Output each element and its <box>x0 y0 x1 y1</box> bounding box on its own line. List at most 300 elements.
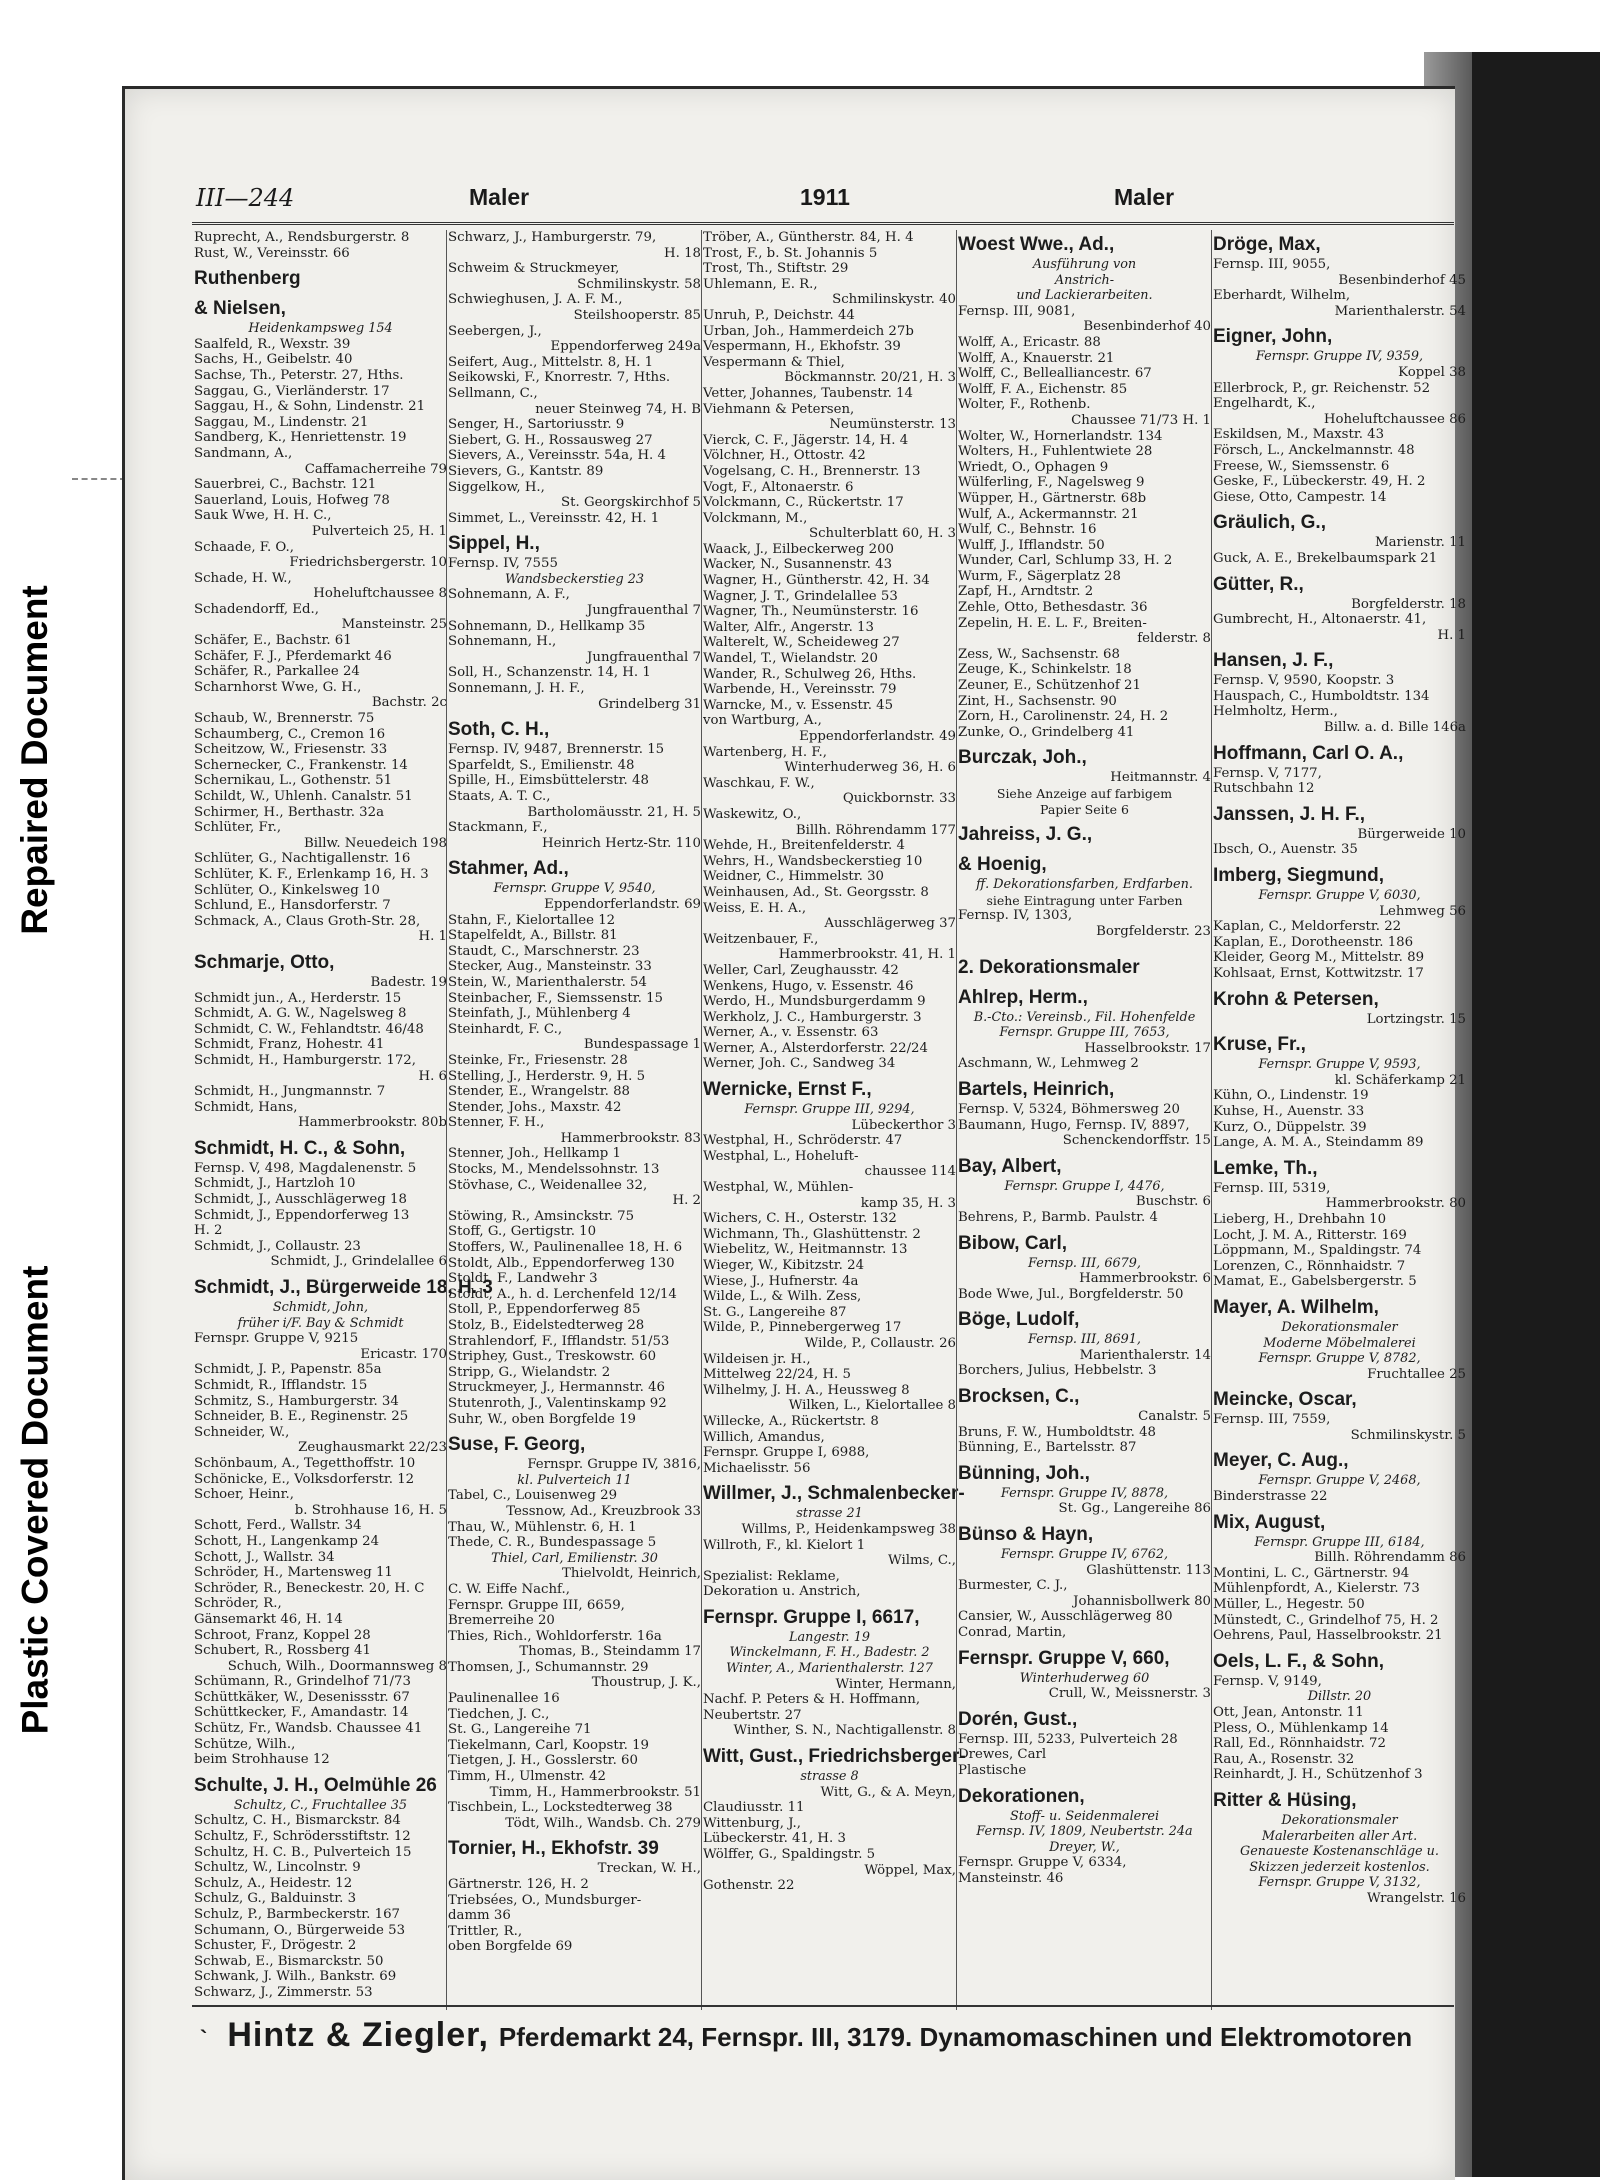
col3-entry: Wilde, P., Pinnebergerweg 17 <box>703 1320 902 1336</box>
col4-entry: Buschstr. 6 <box>1135 1194 1211 1210</box>
col2-entry: Stoldt, A., h. d. Lerchenfeld 12/14 <box>448 1286 677 1302</box>
col2-entry: Seifert, Aug., Mittelstr. 8, H. 1 <box>448 354 654 370</box>
col5-entry: Dekorationsmaler <box>1281 1319 1398 1335</box>
col2-entry: Tiekelmann, Carl, Koopstr. 19 <box>448 1737 649 1753</box>
col4-entry: Zunke, O., Grindelberg 41 <box>958 724 1135 740</box>
col1-entry: Schäfer, F. J., Pferdemarkt 46 <box>194 648 392 664</box>
col2-entry: Thielvoldt, Heinrich, <box>561 1566 701 1582</box>
col5-entry: Moderne Möbelmalerei <box>1263 1335 1416 1351</box>
business-name: Oels, L. F., & Sohn, <box>1213 1650 1385 1672</box>
col2-entry: Trittler, R., <box>448 1923 523 1939</box>
col2-entry: Thomsen, J., Schumannstr. 29 <box>448 1659 649 1675</box>
col2-entry: Gärtnerstr. 126, H. 2 <box>448 1877 589 1892</box>
business-name: Tornier, H., Ekhofstr. 39 <box>448 1838 659 1860</box>
col1-entry: Schott, H., Langenkamp 24 <box>194 1533 380 1549</box>
business-name: Bartels, Heinrich, <box>958 1078 1115 1100</box>
col2-entry: St. G., Langereihe 71 <box>448 1722 592 1738</box>
col5-entry: Rutschbahn 12 <box>1213 781 1315 797</box>
col3-entry: Winter, Hermann, <box>835 1676 956 1692</box>
col3-entry: Wilms, C., <box>888 1553 956 1569</box>
col4-entry: Fernspr. Gruppe IV, 6762, <box>1000 1547 1169 1563</box>
col2-entry: Stoldt, Alb., Eppendorferweg 130 <box>448 1255 675 1271</box>
col2-entry: Spille, H., Eimsbüttelerstr. 48 <box>448 773 649 789</box>
col5-entry: Münstedt, C., Grindelhof 75, H. 2 <box>1213 1612 1439 1628</box>
col4-entry: Besenbinderhof 40 <box>1083 319 1211 335</box>
col2-entry: Stein, W., Marienthalerstr. 54 <box>448 974 647 990</box>
col5-entry: Reinhardt, J. H., Schützenhof 3 <box>1213 1767 1423 1783</box>
col2-entry: Jungfrauenthal 7 <box>587 603 701 619</box>
column-divider <box>956 230 957 2010</box>
col5-entry: Fernspr. Gruppe V, 6030, <box>1258 888 1421 904</box>
business-name: Willmer, J., Schmalenbecker- <box>703 1483 965 1505</box>
col3-entry: Billh. Röhrendamm 177 <box>795 822 956 838</box>
business-name: Gräulich, G., <box>1213 512 1326 534</box>
col5-entry: Kaplan, C., Meldorferstr. 22 <box>1213 919 1402 935</box>
col3-entry: Walter, Alfr., Angerstr. 13 <box>703 619 874 635</box>
col1-entry: Schröder, R., Beneckestr. 20, H. C <box>194 1580 425 1596</box>
col4-entry: Fernspr. Gruppe IV, 8878, <box>1000 1485 1169 1501</box>
col2-entry: Tessnow, Ad., Kreuzbrook 33 <box>506 1503 701 1519</box>
col3-entry: Werner, A., v. Essenstr. 63 <box>703 1025 879 1041</box>
col3-entry: strasse 21 <box>796 1506 863 1522</box>
col5-entry: Löppmann, M., Spaldingstr. 74 <box>1213 1243 1422 1259</box>
col2-entry: Heinrich Hertz-Str. 110 <box>542 835 701 851</box>
col4-entry: Winterhuderweg 60 <box>1019 1670 1150 1686</box>
col1-entry: Sandberg, K., Henriettenstr. 19 <box>194 430 407 446</box>
col3-entry: Viehmann & Petersen, <box>703 401 855 417</box>
col3-entry: Wilhelmy, J. H. A., Heussweg 8 <box>703 1382 910 1398</box>
col3-entry: Lübeckerstr. 41, H. 3 <box>703 1831 846 1847</box>
year: 1911 <box>800 184 850 210</box>
business-name: Dorén, Gust., <box>958 1708 1078 1730</box>
col4-entry: Papier Seite 6 <box>1040 801 1129 817</box>
col4-entry: Bode Wwe, Jul., Borgfelderstr. 50 <box>958 1286 1184 1302</box>
col2-entry: Eppendorferlandstr. 69 <box>544 896 701 912</box>
col5-entry: kl. Schäferkamp 21 <box>1334 1072 1466 1088</box>
col3-entry: Wagner, J. T., Grindelallee 53 <box>703 588 898 604</box>
col1-entry: Schulz, G., Balduinstr. 3 <box>194 1891 357 1907</box>
col1-entry: Rust, W., Vereinsstr. 66 <box>194 245 350 261</box>
col3-entry: Claudiusstr. 11 <box>703 1800 805 1816</box>
col2-entry: Sohnemann, H., <box>448 634 557 650</box>
col3-entry: Weitzenbauer, F., <box>703 931 819 947</box>
business-name: Jahreiss, J. G., <box>958 824 1093 846</box>
col4-entry: Borgfelderstr. 23 <box>1096 923 1211 939</box>
business-name: Meyer, C. Aug., <box>1213 1450 1349 1472</box>
col5-entry: Lorenzen, C., Rönnhaidstr. 7 <box>1213 1258 1406 1274</box>
col4-entry: Stoff- u. Seidenmalerei <box>1009 1808 1160 1824</box>
col2-entry: Stoldt, F., Landwehr 3 <box>448 1271 598 1287</box>
col5-entry: Mühlenpfordt, A., Kielerstr. 73 <box>1213 1581 1420 1597</box>
col5-entry: Kuhse, H., Auenstr. 33 <box>1213 1103 1365 1119</box>
page-header <box>196 178 1436 218</box>
col4-entry: Wolff, A., Ericastr. 88 <box>958 334 1101 350</box>
col2-entry: Stenner, F. H., <box>448 1115 545 1131</box>
col5-entry: Guck, A. E., Brekelbaumspark 21 <box>1213 550 1438 566</box>
col2-entry: oben Borgfelde 69 <box>448 1939 573 1955</box>
col2-entry: H. 18 <box>664 245 701 261</box>
col4-entry: Hasselbrookstr. 17 <box>1084 1040 1211 1056</box>
col1-entry: Schulz, A., Heidestr. 12 <box>194 1875 353 1891</box>
col2-entry: Stocks, M., Mendelssohnstr. 13 <box>448 1162 660 1178</box>
col1-entry: Sauerbrei, C., Bachstr. 121 <box>194 477 377 493</box>
col3-entry: Wilde, L., & Wilh. Zess, <box>703 1289 862 1305</box>
col4-entry: Wolff, F. A., Eichenstr. 85 <box>958 381 1128 397</box>
business-name: Dekorationen, <box>958 1785 1085 1807</box>
business-name: Imberg, Siegmund, <box>1213 865 1385 887</box>
col4-entry: Mansteinstr. 46 <box>958 1870 1064 1886</box>
col1-entry: Schneider, W., <box>194 1424 290 1440</box>
col1-entry: Sauerland, Louis, Hofweg 78 <box>194 492 390 508</box>
col3-entry: Westphal, L., Hoheluft- <box>703 1148 859 1164</box>
col3-entry: Willroth, F., kl. Kielort 1 <box>703 1537 866 1553</box>
col4-entry: Siehe Anzeige auf farbigem <box>996 786 1173 801</box>
col3-entry: Vetter, Johannes, Taubenstr. 14 <box>703 385 913 401</box>
col3-entry: Mittelweg 22/24, H. 5 <box>703 1367 851 1383</box>
col1-entry: Schultz, C. H., Bismarckstr. 84 <box>194 1813 401 1829</box>
col5-entry: Locht, J. M. A., Ritterstr. 169 <box>1213 1227 1407 1243</box>
col5-entry: Fernspr. Gruppe IV, 9359, <box>1255 349 1424 365</box>
col3-entry: Schulterblatt 60, H. 3 <box>809 526 956 542</box>
col2-entry: Steinhardt, F. C., <box>448 1021 563 1037</box>
col2-entry: Sievers, A., Vereinsstr. 54a, H. 4 <box>448 448 666 464</box>
label-divider <box>72 478 126 480</box>
col4-entry: Fernsp. III, 9081, <box>958 303 1076 319</box>
column-3 <box>703 230 966 2010</box>
col2-entry: Steilshooperstr. 85 <box>573 307 701 323</box>
business-name: Witt, Gust., Friedrichsberger- <box>703 1746 966 1768</box>
col5-entry: Geske, F., Lübeckerstr. 49, H. 2 <box>1213 474 1426 490</box>
col3-entry: Unruh, P., Deichstr. 44 <box>703 307 855 323</box>
col2-entry: Wandsbeckerstieg 23 <box>505 571 644 587</box>
business-name: Schmarje, Otto, <box>194 951 335 973</box>
col1-entry: Schernecker, C., Frankenstr. 14 <box>194 757 408 773</box>
col4-entry: Baumann, Hugo, Fernsp. IV, 8897, <box>958 1117 1190 1133</box>
col1-entry: Schmidt, J. P., Papenstr. 85a <box>194 1362 382 1378</box>
col3-entry: Volckmann, M., <box>703 510 808 526</box>
running-title-right: Maler <box>1114 184 1175 210</box>
col2-entry: Steinfath, J., Mühlenberg 4 <box>448 1006 631 1022</box>
repaired-document-label: Repaired Document <box>14 585 56 935</box>
col1-entry: Hammerbrookstr. 80b <box>298 1115 447 1131</box>
business-name: Schulte, J. H., Oelmühle 26 <box>194 1774 437 1796</box>
business-name: Stahmer, Ad., <box>448 858 569 880</box>
col5-entry: Besenbinderhof 45 <box>1338 272 1466 288</box>
col2-entry: Stecker, Aug., Mansteinstr. 33 <box>448 959 652 975</box>
col1-entry: Schwab, E., Bismarckstr. 50 <box>194 1953 384 1969</box>
col4-entry: Wulf, C., Behnstr. 16 <box>958 522 1097 538</box>
col4-entry: Fernsp. IV, 1809, Neubertstr. 24a <box>976 1824 1193 1840</box>
col5-entry: Fernsp. V, 9149, <box>1213 1673 1322 1689</box>
col5-entry: Ellerbrock, P., gr. Reichenstr. 52 <box>1213 380 1431 396</box>
col5-entry: Fernspr. Gruppe III, 6184, <box>1254 1534 1425 1550</box>
col3-entry: Weiss, E. H. A., <box>703 900 807 916</box>
col3-entry: Neubertstr. 27 <box>703 1707 802 1723</box>
col5-entry: Försch, L., Anckelmannstr. 48 <box>1213 442 1415 458</box>
col1-entry: Scharnhorst Wwe, G. H., <box>194 679 362 695</box>
col2-entry: damm 36 <box>448 1908 511 1924</box>
col2-entry: Stutenroth, J., Valentinskamp 92 <box>448 1395 667 1411</box>
col3-entry: Wacker, N., Susannenstr. 43 <box>703 557 893 573</box>
col4-entry: Zint, H., Sachsenstr. 90 <box>958 693 1117 709</box>
business-name: Gütter, R., <box>1213 573 1304 595</box>
col2-entry: Tiedchen, J. C., <box>448 1706 550 1722</box>
column-2 <box>448 230 701 2010</box>
col2-entry: Fernsp. IV, 7555 <box>448 556 558 572</box>
col5-entry: Kleider, Georg M., Mittelstr. 89 <box>1213 950 1425 966</box>
col2-entry: Bartholomäusstr. 21, H. 5 <box>527 804 701 820</box>
section-heading: 2. Dekorationsmaler <box>958 956 1140 978</box>
col3-entry: Winter, A., Marienthalerstr. 127 <box>726 1661 933 1677</box>
col2-entry: Schmilinskystr. 58 <box>577 276 701 292</box>
col4-entry: Fernsp. III, 6679, <box>1028 1255 1141 1271</box>
col2-entry: Eppendorferweg 249a <box>550 339 701 355</box>
business-name: & Nielsen, <box>194 298 286 320</box>
col2-entry: Thiel, Carl, Emilienstr. 30 <box>491 1550 658 1566</box>
col4-entry: siehe Eintragung unter Farben <box>986 892 1183 908</box>
col2-entry: C. W. Eiffe Nachf., <box>448 1581 570 1597</box>
col2-entry: Schwarz, J., Hamburgerstr. 79, <box>448 230 657 245</box>
col1-entry: Schumann, O., Bürgerweide 53 <box>194 1922 406 1938</box>
col3-entry: Urban, Joh., Hammerdeich 27b <box>703 323 914 339</box>
col2-entry: Timm, H., Hammerbrookstr. 51 <box>489 1784 701 1800</box>
col2-entry: Treckan, W. H., <box>597 1861 701 1877</box>
col3-entry: Fernspr. Gruppe III, 9294, <box>744 1102 915 1118</box>
col5-entry: Ott, Jean, Antonstr. 11 <box>1213 1705 1364 1720</box>
col1-entry: Schade, H. W., <box>194 570 292 586</box>
footer-firm-details: Pferdemarkt 24, Fernspr. III, 3179. Dynamomaschinen und Elektromotoren <box>498 2022 1413 2052</box>
col4-entry: Dreyer, W., <box>1049 1839 1120 1855</box>
col5-entry: Oehrens, Paul, Hasselbrookstr. 21 <box>1213 1628 1443 1644</box>
col4-entry: Zapf, H., Arndtstr. 2 <box>958 584 1094 600</box>
col5-entry: Fruchtallee 25 <box>1367 1366 1466 1382</box>
col2-entry: Paulinenallee 16 <box>448 1691 560 1707</box>
col2-entry: neuer Steinweg 74, H. B <box>535 401 701 417</box>
business-name: Woest Wwe., Ad., <box>958 234 1115 255</box>
col2-entry: Tischbein, L., Lockstedterweg 38 <box>448 1800 673 1816</box>
col1-entry: Schlund, E., Hansdorferstr. 7 <box>194 898 391 914</box>
col1-entry: Schäfer, E., Bachstr. 61 <box>194 633 352 649</box>
col3-entry: Winther, S. N., Nachtigallenstr. 8 <box>733 1723 956 1739</box>
col5-entry: Hoheluftchaussee 86 <box>1323 411 1466 427</box>
col1-entry: Billw. Neuedeich 198 <box>304 835 447 851</box>
col2-entry: Triebsées, O., Mundsburger- <box>448 1892 642 1908</box>
col5-entry: Montini, L. C., Gärtnerstr. 94 <box>1213 1565 1410 1581</box>
col3-entry: Werkholz, J. C., Hamburgerstr. 3 <box>703 1009 922 1025</box>
col4-entry: Fernspr. Gruppe III, 7653, <box>999 1025 1170 1041</box>
col1-entry: Schmidt, J., Eppendorferweg 13 <box>194 1207 410 1223</box>
footer-firm-name: Hintz & Ziegler, <box>227 2016 489 2054</box>
col2-entry: Stövhase, C., Weidenallee 32, <box>448 1177 648 1193</box>
col3-entry: Michaelisstr. 56 <box>703 1460 811 1476</box>
column-divider <box>1211 230 1212 2010</box>
col2-entry: Siebert, G. H., Rossausweg 27 <box>448 432 653 448</box>
col3-entry: Langestr. 19 <box>789 1629 870 1645</box>
col5-entry: Kaplan, E., Dorotheenstr. 186 <box>1213 934 1414 950</box>
col2-entry: Tödt, Wilh., Wandsb. Ch. 279 <box>505 1815 701 1831</box>
col1-entry: Schüttkäker, W., Desenissstr. 67 <box>194 1689 410 1705</box>
col3-entry: Weinhausen, Ad., St. Georgsstr. 8 <box>703 884 929 900</box>
col4-entry: Wolter, W., Hornerlandstr. 134 <box>958 428 1163 444</box>
col2-entry: Fernspr. Gruppe V, 9540, <box>493 881 656 897</box>
col3-entry: chaussee 114 <box>864 1164 956 1180</box>
col1-entry: Schubert, R., Rossberg 41 <box>194 1643 371 1659</box>
col2-entry: Strahlendorf, F., Ifflandstr. 51/53 <box>448 1333 670 1349</box>
col2-entry: Suhr, W., oben Borgfelde 19 <box>448 1411 636 1427</box>
col5-entry: Binderstrasse 22 <box>1213 1489 1328 1505</box>
col3-entry: Nachf. P. Peters & H. Hoffmann, <box>703 1692 921 1708</box>
col4-entry: B.-Cto.: Vereinsb., Fil. Hohenfelde <box>973 1009 1196 1025</box>
business-name: Mix, August, <box>1213 1511 1326 1533</box>
col4-entry: Behrens, P., Barmb. Paulstr. 4 <box>958 1209 1158 1225</box>
col5-entry: Gumbrecht, H., Altonaerstr. 41, <box>1213 612 1427 628</box>
col1-entry: Schoer, Heinr., <box>194 1487 294 1503</box>
col3-entry: Spezialist: Reklame, <box>703 1568 840 1584</box>
col3-entry: Wagner, H., Güntherstr. 42, H. 34 <box>703 573 930 589</box>
col4-entry: Wolff, A., Knauerstr. 21 <box>958 350 1115 366</box>
col1-entry: Schröder, R., <box>194 1596 282 1612</box>
col1-entry: Schlüter, Fr., <box>194 820 282 836</box>
col2-entry: Senger, H., Sartoriusstr. 9 <box>448 417 625 433</box>
col2-entry: Thies, Rich., Wohldorferstr. 16a <box>448 1628 662 1644</box>
col3-entry: Dekoration u. Anstrich, <box>703 1584 861 1600</box>
col5-entry: Malerarbeiten aller Art. <box>1261 1828 1418 1844</box>
col1-entry: Schott, J., Wallstr. 34 <box>194 1549 335 1565</box>
col2-entry: Stoll, P., Eppendorferweg 85 <box>448 1302 641 1318</box>
business-name: Brocksen, C., <box>958 1386 1080 1408</box>
col1-entry: Schümann, R., Grindelhof 71/73 <box>194 1674 411 1690</box>
col1-entry: Schirmer, H., Berthastr. 32a <box>194 804 385 820</box>
col1-entry: Ericastr. 170 <box>360 1346 447 1362</box>
col2-entry: Soll, H., Schanzenstr. 14, H. 1 <box>448 665 651 681</box>
col4-entry: Fernsp. III, 5233, Pulverteich 28 <box>958 1731 1178 1747</box>
col4-entry: Wurm, F., Sägerplatz 28 <box>958 568 1121 584</box>
col1-entry: Badestr. 19 <box>370 974 447 990</box>
col5-entry: Eskildsen, M., Maxstr. 43 <box>1213 427 1385 443</box>
col1-entry: Fernsp. V, 498, Magdalenenstr. 5 <box>194 1160 417 1176</box>
col3-entry: St. G., Langereihe 87 <box>703 1304 847 1320</box>
business-name: Soth, C. H., <box>448 719 550 741</box>
col2-entry: Bremerreihe 20 <box>448 1613 555 1629</box>
col2-entry: Thomas, B., Steindamm 17 <box>519 1644 701 1660</box>
col1-entry: Saalfeld, R., Wexstr. 39 <box>194 336 351 352</box>
col5-entry: Müller, L., Hegestr. 50 <box>1213 1597 1365 1613</box>
col4-entry: ff. Dekorationsfarben, Erdfarben. <box>976 877 1193 893</box>
business-name: & Hoenig, <box>958 854 1047 876</box>
col1-entry: Pulverteich 25, H. 1 <box>311 523 447 539</box>
col4-entry: Wülferling, F., Nagelsweg 9 <box>958 475 1145 491</box>
col1-entry: Sachs, H., Geibelstr. 40 <box>194 352 353 368</box>
col3-entry: Wölffer, G., Spaldingstr. 5 <box>703 1847 876 1862</box>
col2-entry: Stender, E., Wrangelstr. 88 <box>448 1084 630 1100</box>
col4-entry: Wunder, Carl, Schlump 33, H. 2 <box>958 553 1173 569</box>
col5-entry: Fernsp. V, 7177, <box>1213 765 1322 781</box>
col4-entry: Schenckendorffstr. 15 <box>1062 1133 1211 1149</box>
col2-entry: Fernspr. Gruppe IV, 3816, <box>527 1457 701 1473</box>
column-5 <box>1213 230 1466 2010</box>
col5-entry: Fernspr. Gruppe V, 3132, <box>1258 1875 1421 1891</box>
col4-entry: Canalstr. 5 <box>1138 1409 1211 1425</box>
col4-entry: Cansier, W., Ausschlägerweg 80 <box>958 1609 1173 1625</box>
col4-entry: Zorn, H., Carolinenstr. 24, H. 2 <box>958 709 1169 725</box>
col1-entry: Schmidt, J., Collaustr. 23 <box>194 1238 361 1254</box>
column-4 <box>958 230 1211 2010</box>
col3-entry: Hammerbrookstr. 41, H. 1 <box>778 947 956 963</box>
business-name: Bay, Albert, <box>958 1155 1062 1177</box>
col5-entry: Eberhardt, Wilhelm, <box>1213 288 1351 304</box>
col1-entry: Schmidt, H., Hamburgerstr. 172, <box>194 1052 416 1068</box>
col1-entry: Schröder, H., Martensweg 11 <box>194 1565 393 1581</box>
col3-entry: Wiese, J., Hufnerstr. 4a <box>703 1273 859 1289</box>
col2-entry: Thede, C. R., Bundespassage 5 <box>448 1535 657 1551</box>
col1-entry: Schwarz, J., Zimmerstr. 53 <box>194 1984 373 2000</box>
col5-entry: Fernsp. III, 7559, <box>1213 1412 1331 1428</box>
col5-entry: Ibsch, O., Auenstr. 35 <box>1213 842 1358 858</box>
col1-entry: Zeughausmarkt 22/23 <box>298 1440 447 1456</box>
running-title-left: Maler <box>469 184 530 210</box>
col3-entry: Völchner, H., Ottostr. 42 <box>703 448 866 464</box>
col3-entry: Wichmann, Th., Glashüttenstr. 2 <box>703 1226 921 1242</box>
col1-entry: H. 2 <box>194 1223 223 1239</box>
col5-entry: Hammerbrookstr. 80 <box>1325 1196 1466 1212</box>
col1-entry: Schönicke, E., Volksdorferstr. 12 <box>194 1471 415 1487</box>
col5-entry: Borgfelderstr. 18 <box>1351 596 1466 612</box>
business-name: Fernspr. Gruppe V, 660, <box>958 1647 1170 1669</box>
business-name: Hoffmann, Carl O. A., <box>1213 742 1404 764</box>
col5-entry: Koppel 38 <box>1398 364 1466 380</box>
business-name: Krohn & Petersen, <box>1213 988 1379 1010</box>
col3-entry: Tröber, A., Güntherstr. 84, H. 4 <box>703 230 914 245</box>
col1-entry: Schaumberg, C., Cremon 16 <box>194 726 386 742</box>
col1-entry: Schwank, J. Wilh., Bankstr. 69 <box>194 1969 397 1985</box>
business-name: Burczak, Joh., <box>958 747 1087 769</box>
col2-entry: kl. Pulverteich 11 <box>517 1472 632 1488</box>
col2-entry: Grindelberg 31 <box>598 696 701 712</box>
business-name: Lemke, Th., <box>1213 1157 1318 1179</box>
col2-entry: Stöwing, R., Amsinckstr. 75 <box>448 1208 635 1224</box>
col2-entry: Sonnemann, J. H. F., <box>448 681 585 697</box>
col5-entry: Dekorationsmaler <box>1281 1812 1398 1828</box>
col1-entry: Schmidt, J., Hartzloh 10 <box>194 1176 356 1192</box>
col4-entry: Anstrich- <box>1054 272 1115 288</box>
col1-entry: Schlüter, K. F., Erlenkamp 16, H. 3 <box>194 866 429 882</box>
col3-entry: Winterhuderweg 36, H. 6 <box>784 760 956 776</box>
col3-entry: Willecke, A., Rückertstr. 8 <box>703 1413 879 1429</box>
col1-entry: Schlüter, O., Kinkelsweg 10 <box>194 882 380 898</box>
col3-entry: Trost, F., b. St. Johannis 5 <box>703 245 878 261</box>
col4-entry: Chaussee 71/73 H. 1 <box>1071 412 1211 428</box>
business-name: Mayer, A. Wilhelm, <box>1213 1296 1379 1318</box>
col3-entry: Vierck, C. F., Jägerstr. 14, H. 4 <box>703 432 909 448</box>
column-divider <box>701 230 702 2010</box>
page-number: III—244 <box>196 184 295 212</box>
col2-entry: Tietgen, J. H., Gosslerstr. 60 <box>448 1753 638 1769</box>
col4-entry: Fernsp. IV, 1303, <box>958 908 1073 924</box>
col3-entry: Ausschlägerweg 37 <box>824 916 956 932</box>
col2-entry: Sievers, G., Kantstr. 89 <box>448 463 604 479</box>
business-name: Kruse, Fr., <box>1213 1034 1306 1056</box>
col3-entry: Neumünsterstr. 13 <box>829 417 956 433</box>
col3-entry: Wieger, W., Kibitzstr. 24 <box>703 1258 865 1273</box>
col1-entry: Schüttkecker, F., Amandastr. 14 <box>194 1705 409 1721</box>
col3-entry: Volckmann, C., Rückertstr. 17 <box>703 495 904 511</box>
col4-entry: Bruns, F. W., Humboldtstr. 48 <box>958 1424 1156 1440</box>
business-name: Hansen, J. F., <box>1213 650 1334 672</box>
col3-entry: strasse 8 <box>800 1769 859 1785</box>
col3-entry: Werner, Joh. C., Sandweg 34 <box>703 1056 896 1072</box>
col1-entry: Schneider, B. E., Reginenstr. 25 <box>194 1409 409 1425</box>
col1-entry: Schlüter, G., Nachtigallenstr. 16 <box>194 851 411 867</box>
